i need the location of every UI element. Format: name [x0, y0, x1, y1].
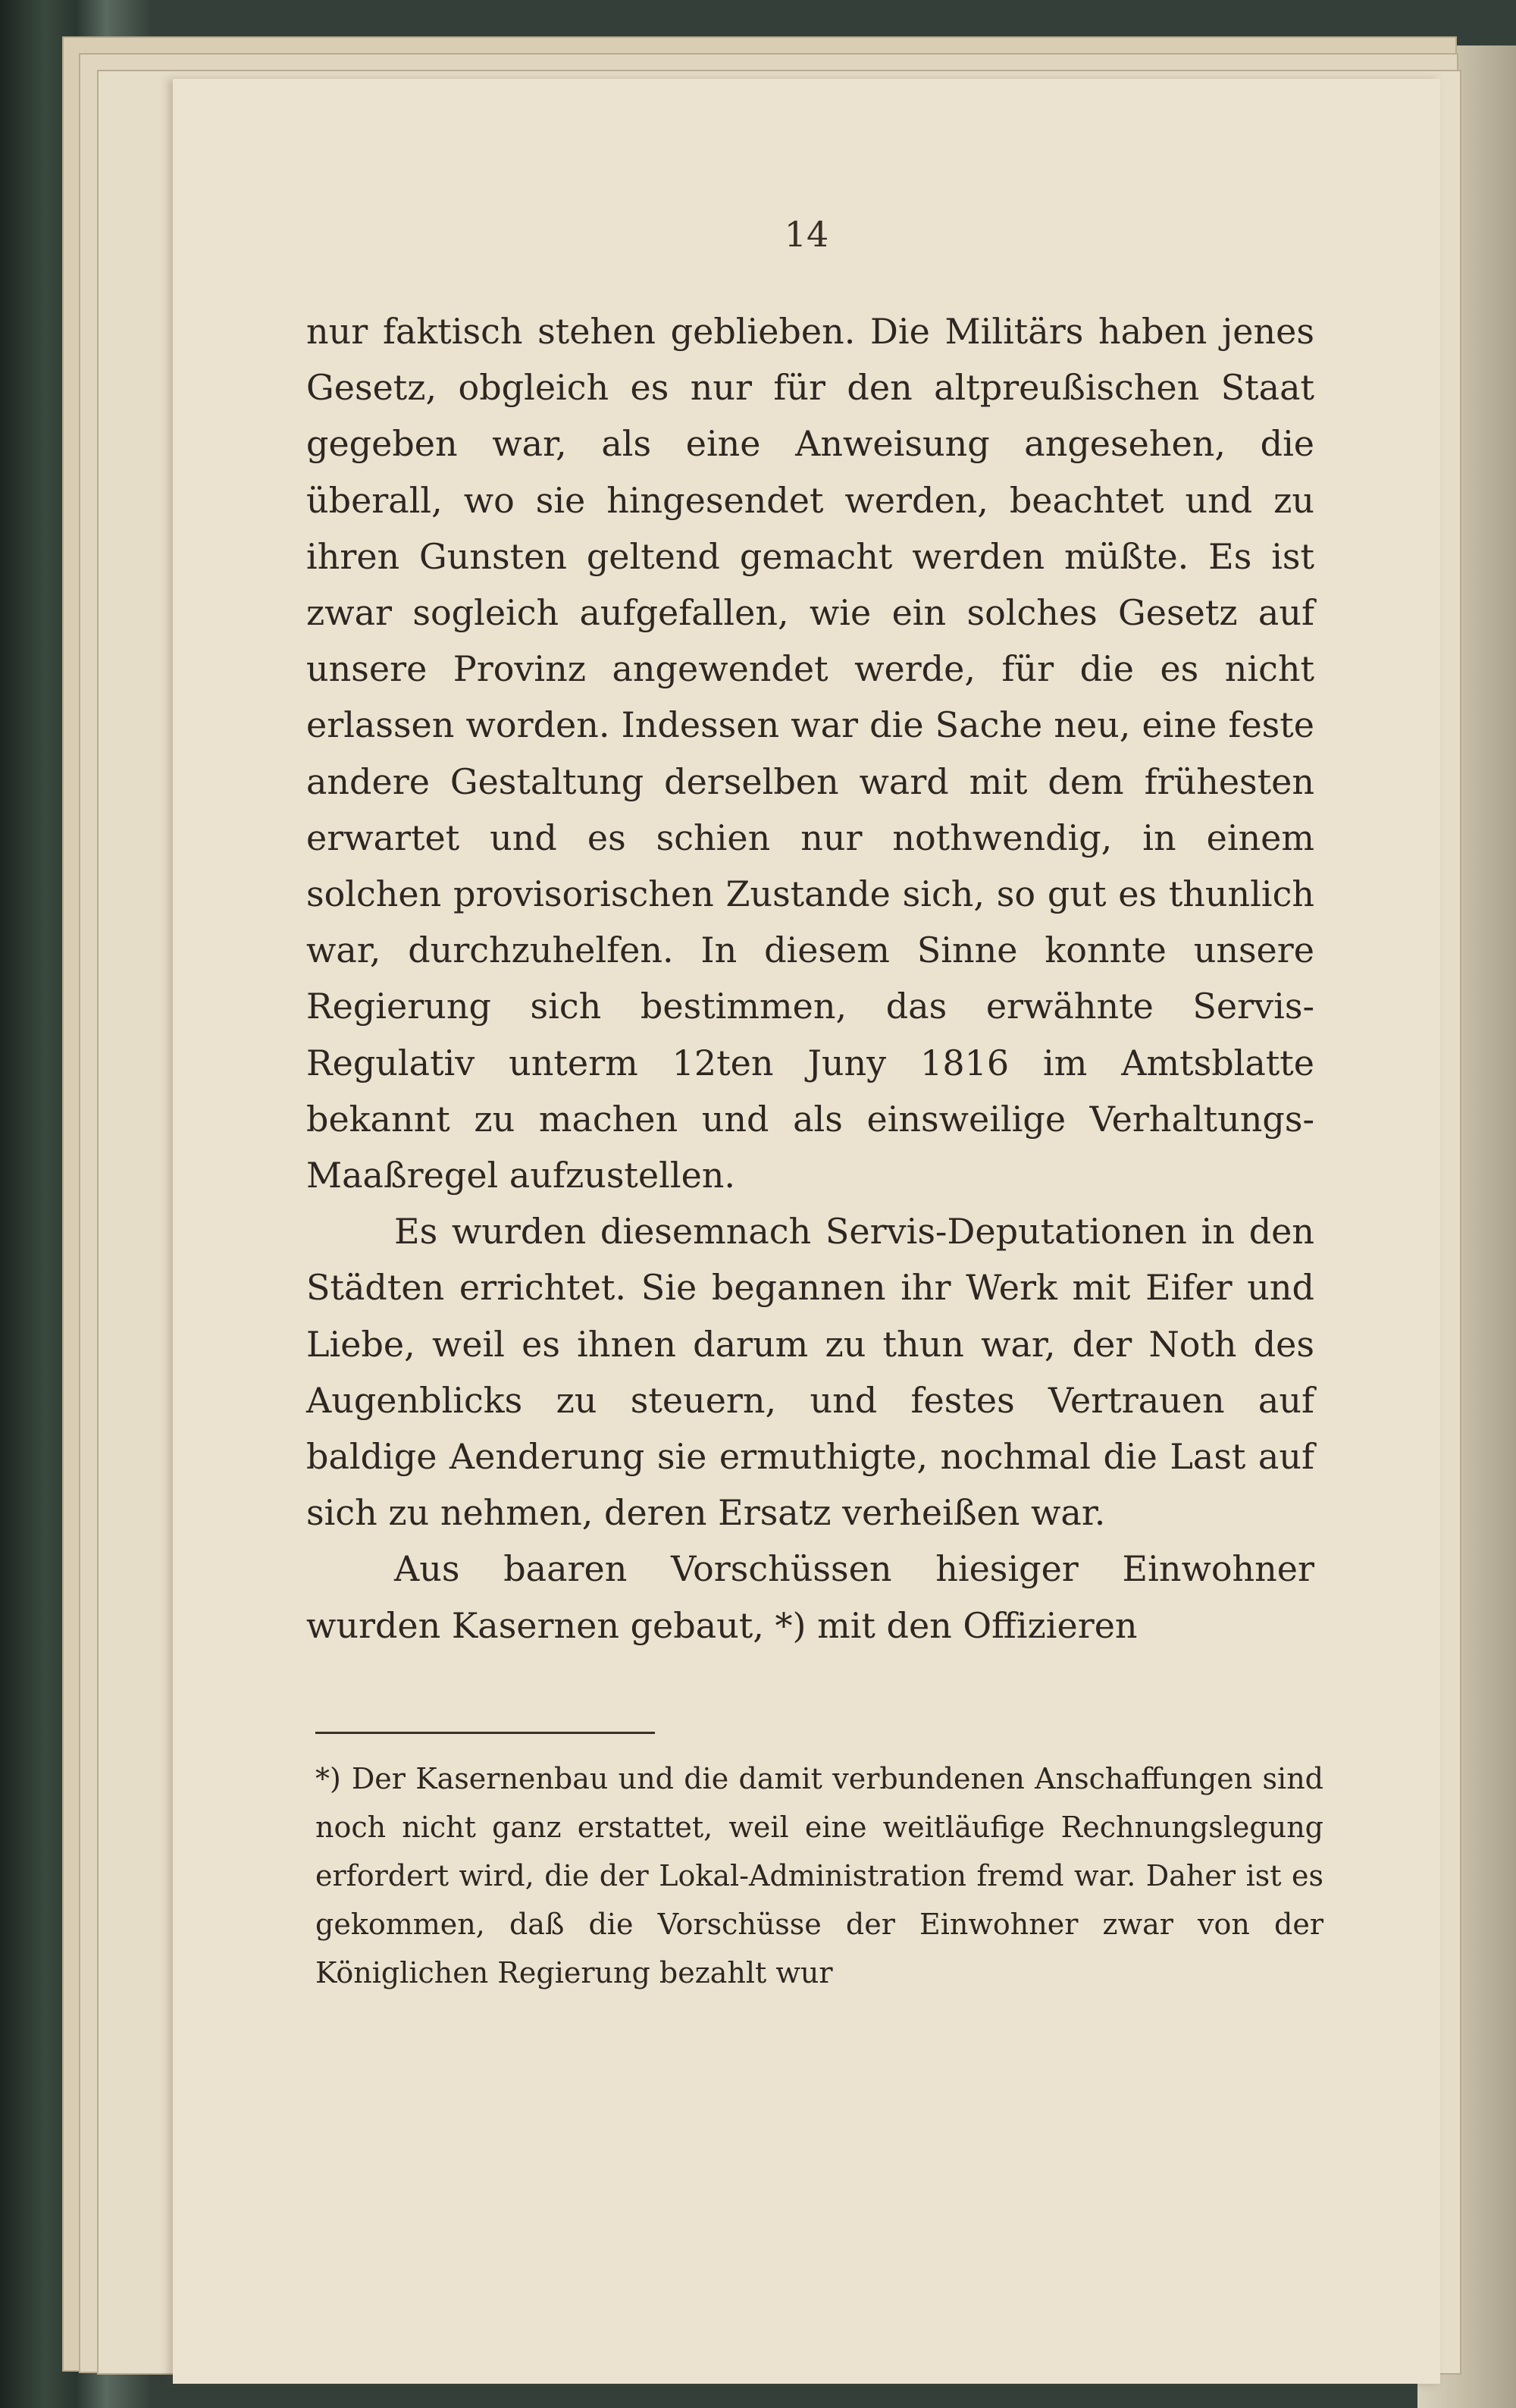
body-text [306, 303, 1314, 1654]
book-page [173, 79, 1440, 2384]
paragraph: nur faktisch stehen geblieben. Die Militärs haben jenes Gesetz, obgleich es nur für den altpreußischen Staat gegeben war, als eine Anweisung angesehen, die überall, wo sie hingesendet werden, beachtet und zu ihren Gunsten geltend gemacht werden müßte. Es ist zwar sogleich aufgefallen, wie ein solches Gesetz auf unsere Provinz angewendet werde, für die es nicht erlassen worden. Indessen war die Sache neu, eine feste andere Gestaltung derselben ward mit dem frühesten erwartet und es schien nur nothwendig, in einem solchen provisorischen Zustande sich, so gut es thunlich war, durchzuhelfen. In diesem Sinne konnte unsere Regierung sich bestimmen, das erwähnte Servis-Regulativ unterm 12ten Juny 1816 im Amtsblatte bekannt zu machen und als einsweilige Verhaltungs-Maaßregel aufzustellen. [306, 311, 1314, 1196]
paragraph: Aus baaren Vorschüssen hiesiger Einwohner wurden Kasernen gebaut, *) mit den Offizieren [306, 1548, 1314, 1646]
footnote-divider [315, 1732, 655, 1734]
footnote [315, 1754, 1323, 1997]
footnote-mark: *) [315, 1762, 341, 1795]
page-number: 14 [784, 214, 829, 255]
footnote-text: Der Kasernenbau und die damit verbundenen Anschaffungen sind noch nicht ganz erstattet, weil eine weitläufige Rechnungslegung erfordert wird, die der Lokal-Administration fremd war. Daher ist es gekommen, daß die Vorschüsse der Einwohner zwar von der Königlichen Regierung bezahlt wur [315, 1762, 1323, 1989]
paragraph: Es wurden diesemnach Servis-Deputationen in den Städten errichtet. Sie begannen ihr Werk mit Eifer und Liebe, weil es ihnen darum zu thun war, der Noth des Augenblicks zu steuern, und festes Vertrauen auf baldige Aenderung sie ermuthigte, nochmal die Last auf sich zu nehmen, deren Ersatz verheißen war. [306, 1211, 1314, 1534]
